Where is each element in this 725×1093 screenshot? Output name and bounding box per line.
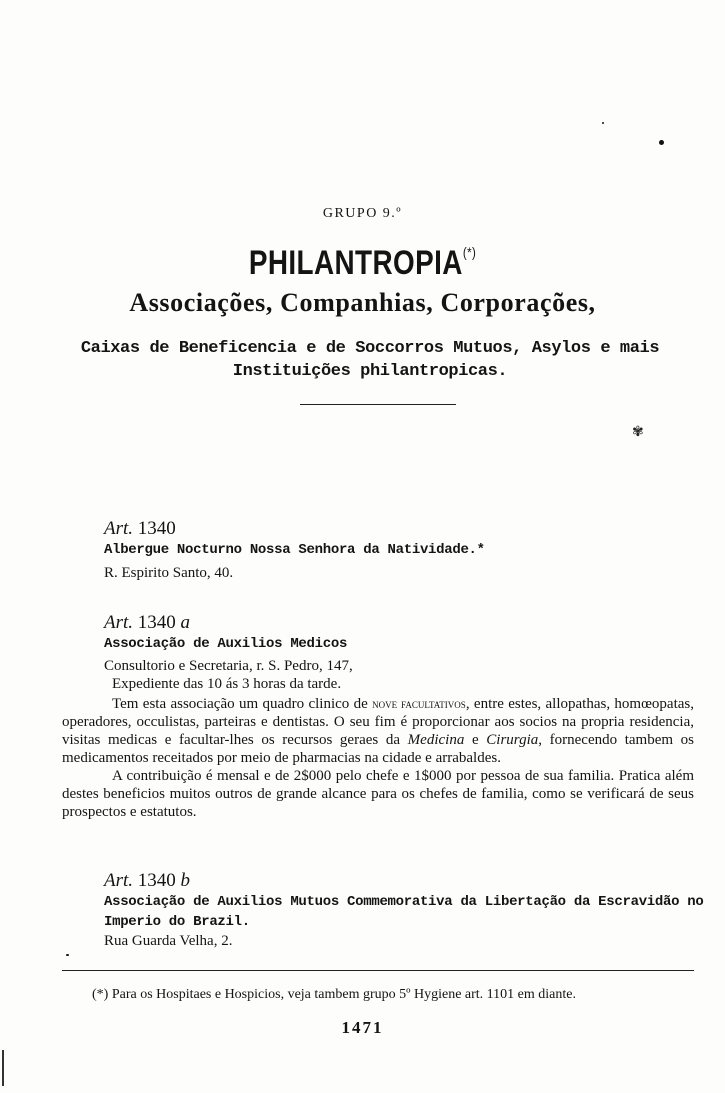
description-paragraph xyxy=(62,695,694,767)
paragraph-text: , entre estes, allopathas, homœopatas, operadores, occulistas, parteiras e dentistas. O seu fim é proporcionar aos socios na propria residencia, visitas medicas e facultar-lhes os recursos geraes da xyxy=(62,696,694,748)
paragraph-text: Tem esta associação um quadro clinico de xyxy=(112,696,368,712)
entry-name: Associação de Auxilios Mutuos Commemorativa da Libertação da Escravidão no Imperio do Brazil. xyxy=(104,894,704,930)
scan-edge-mark xyxy=(2,1050,4,1086)
article-label: Art. xyxy=(104,870,134,891)
footnote xyxy=(62,986,694,1004)
title-text: PHILANTROPIA xyxy=(248,244,463,282)
page-title xyxy=(65,244,660,283)
entry-address: Consultorio e Secretaria, r. S. Pedro, 147, xyxy=(104,658,353,674)
contribution-paragraph: A contribuição é mensal e de 2$000 pelo chefe e 1$000 por pessoa de sua familia. Pratica além destes beneficios muitos outros de grande alcance para os chefes de familia, como se verificará de seus prospectos e estatutos. xyxy=(62,768,694,820)
article-heading xyxy=(104,612,664,634)
scan-speck xyxy=(602,122,604,124)
scan-speck xyxy=(66,954,69,956)
paragraph-text: e xyxy=(471,732,479,748)
title-divider xyxy=(300,404,456,405)
article-1340-a-description xyxy=(62,695,694,821)
paragraph-italic: Cirurgia xyxy=(486,732,539,748)
article-number: 1340 xyxy=(137,612,176,633)
article-heading xyxy=(104,518,664,540)
article-suffix: a xyxy=(180,612,191,633)
footnote-text: (*) Para os Hospitaes e Hospicios, veja tambem grupo 5º Hygiene art. 1101 em diante. xyxy=(92,987,576,1002)
article-label: Art. xyxy=(104,518,134,539)
subtitle-line-2: Caixas de Beneficencia e de Soccorros Mutuos, Asylos e mais Instituições philantropicas. xyxy=(80,339,660,381)
group-label: GRUPO 9.º xyxy=(322,206,403,221)
page-number: 1471 xyxy=(341,1018,384,1037)
scan-speck xyxy=(659,140,664,145)
article-suffix: b xyxy=(180,870,191,891)
entry-hours: Expediente das 10 ás 3 horas da tarde. xyxy=(112,676,342,692)
article-label: Art. xyxy=(104,612,134,633)
entry-name: Albergue Nocturno Nossa Senhora da Natividade.* xyxy=(104,542,485,558)
article-number: 1340 xyxy=(137,870,176,891)
article-heading xyxy=(104,870,704,892)
paragraph-smallcaps: nove facultativos xyxy=(372,696,466,711)
article-1340-a xyxy=(104,612,664,693)
paragraph-text: , fornecendo tambem os medicamentos receitados por meio de pharmacias na cidade e arrabaldes. xyxy=(62,732,695,766)
entry-address: Rua Guarda Velha, 2. xyxy=(104,933,233,949)
paragraph-italic: Medicina xyxy=(407,732,465,748)
title-footnote-mark: (*) xyxy=(462,244,477,260)
entry-address: R. Espirito Santo, 40. xyxy=(104,565,234,581)
article-1340-b xyxy=(104,870,704,950)
footnote-divider xyxy=(62,970,694,971)
article-1340 xyxy=(104,518,664,582)
article-number: 1340 xyxy=(137,518,176,539)
decorative-ornament-icon: ✾ xyxy=(632,425,644,440)
entry-name: Associação de Auxilios Medicos xyxy=(104,636,348,652)
subtitle-line-1: Associações, Companhias, Corporações, xyxy=(129,288,596,317)
